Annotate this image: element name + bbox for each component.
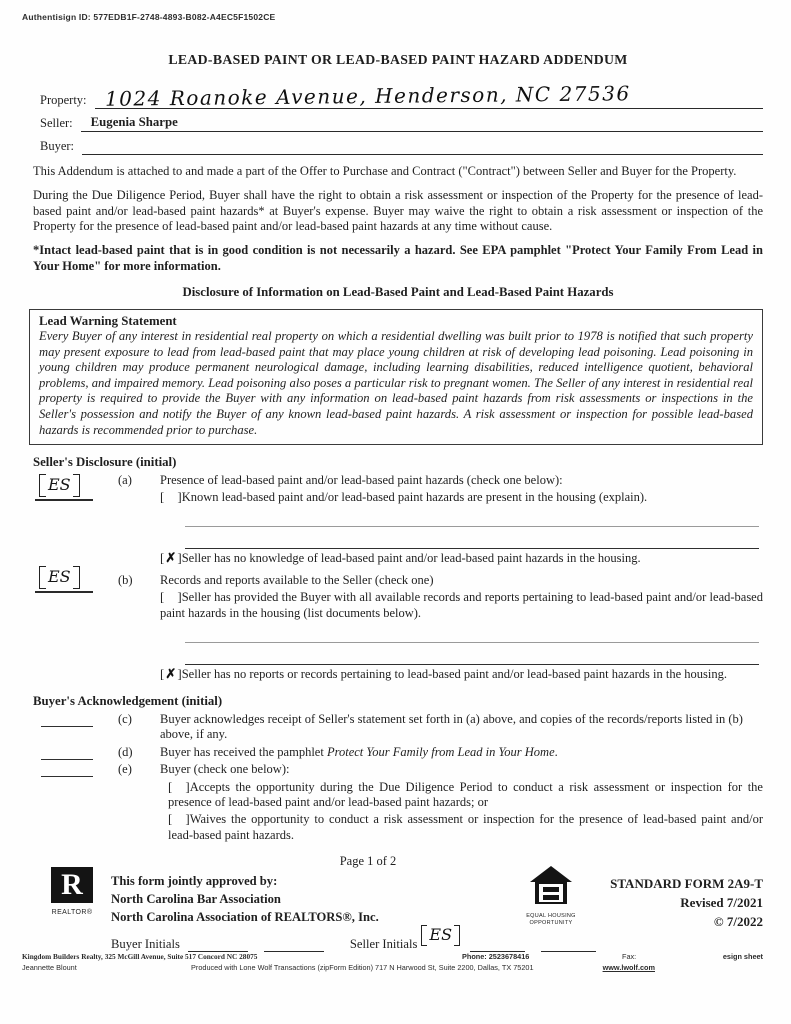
page-title: LEAD-BASED PAINT OR LEAD-BASED PAINT HAZARD ADDENDUM [168, 52, 628, 67]
lead-warning-heading: Lead Warning Statement [39, 313, 177, 328]
buyer-initials-line-c[interactable] [41, 714, 93, 727]
equal-housing-label: EQUAL HOUSING OPPORTUNITY [526, 913, 576, 926]
checkbox-no-knowledge[interactable]: [✗]Seller has no knowledge of lead-based paint and/or lead-based paint hazards in the housing. [160, 550, 641, 566]
buyer-row [40, 138, 763, 155]
paragraph-addendum: This Addendum is attached to and made a part of the Offer to Purchase and Contract ("Contract") between Seller and Buyer for the Property. [33, 163, 737, 178]
buyer-initials-line-d[interactable] [41, 747, 93, 760]
initials-box-b [39, 566, 80, 589]
approved-line-3: North Carolina Association of REALTORS®, Inc. [111, 910, 379, 924]
initials-underline-a [35, 499, 93, 501]
checkbox-no-knowledge-text: Seller has no knowledge of lead-based paint and/or lead-based paint hazards in the housing. [181, 551, 641, 566]
fine-print [22, 951, 783, 973]
item-b-text: Records and reports available to the Seller (check one) [160, 572, 434, 587]
explain-blank-line-2[interactable] [185, 533, 759, 549]
checkbox-waives-text: Waives the opportunity to conduct a risk assessment or inspection for the presence of lead-based paint and/or lead-based paint hazards. [168, 812, 763, 842]
seller-initials-field-a[interactable] [35, 473, 118, 501]
item-e-text: Buyer (check one below): [160, 762, 290, 777]
checkbox-provided-text: Seller has provided the Buyer with all available records and reports pertaining to lead-based paint and/or lead-based paint hazards in the housing (list documents below). [160, 590, 763, 620]
checkbox-accepts-text: Accepts the opportunity during the Due Diligence Period to conduct a risk assessment or inspection for the presence of lead-based paint and/or lead-based paint hazards; or [168, 779, 763, 809]
seller-value: Eugenia Sharpe [90, 114, 178, 129]
page-number: Page 1 of 2 [339, 854, 397, 868]
buyer-ack-item-d [35, 745, 763, 760]
approved-line-1: This form jointly approved by: [111, 874, 278, 888]
property-handwritten-value: 1024 Roanoke Avenue, Henderson, NC 27536 [104, 81, 631, 112]
initials-value-a: ES [48, 474, 71, 494]
seller-initials-value: ES [429, 925, 453, 944]
item-b-label: (b) [118, 572, 133, 587]
checkbox-known-hazards[interactable]: [ ]Known lead-based paint and/or lead-based paint hazards are present in the housing (explain). [160, 489, 648, 505]
item-d-label: (d) [118, 744, 133, 759]
lwolf-link[interactable]: www.lwolf.com [602, 963, 655, 972]
seller-label: Seller: [40, 116, 73, 131]
approved-line-2: North Carolina Bar Association [111, 892, 281, 906]
lead-warning-box [29, 309, 763, 446]
standard-form-revised: Revised 7/2021 [680, 895, 763, 910]
fax-info: Fax: [622, 952, 637, 961]
initials-box-a [39, 474, 80, 497]
buyer-label: Buyer: [40, 139, 75, 154]
initials-row [111, 925, 604, 952]
seller-disclosure-item-b [35, 566, 763, 683]
esign-label: esign sheet [722, 952, 763, 961]
checkbox-no-reports[interactable]: [✗]Seller has no reports or records pertaining to lead-based paint and/or lead-based paint hazards in the housing. [160, 666, 727, 682]
checkbox-waives[interactable]: [ ]Waives the opportunity to conduct a risk assessment or inspection for the presence of lead-based paint and/or lead-based paint hazards. [168, 811, 763, 842]
checkbox-no-reports-mark: ✗ [165, 666, 177, 682]
standard-form-copyright: © 7/2022 [713, 914, 763, 929]
checkbox-provided-records[interactable]: [ ]Seller has provided the Buyer with all available records and reports pertaining to lead-based paint and/or lead-based paint hazards in the housing (list documents below). [160, 589, 763, 620]
page-footer [33, 854, 763, 964]
buyer-ack-item-e [35, 762, 763, 843]
item-c-label: (c) [118, 711, 132, 726]
sellers-disclosure-heading: Seller's Disclosure (initial) [33, 455, 177, 470]
checkbox-no-reports-text: Seller has no reports or records pertaining to lead-based paint and/or lead-based paint hazards in the housing. [181, 667, 727, 682]
buyer-initials-label: Buyer Initials [111, 937, 180, 951]
buyer-ack-item-c [35, 712, 763, 743]
seller-disclosure-item-a [35, 473, 763, 567]
buyer-initials-line-e[interactable] [41, 764, 93, 777]
checkbox-known-text: Known lead-based paint and/or lead-based paint hazards are present in the housing (explain). [181, 490, 648, 505]
property-label: Property: [40, 93, 87, 108]
realtor-logo-icon: R [51, 867, 93, 903]
buyer-input[interactable] [82, 138, 763, 155]
initials-underline-b [35, 591, 93, 593]
buyers-acknowledgement-heading: Buyer's Acknowledgement (initial) [33, 694, 223, 709]
seller-initials-label: Seller Initials [349, 937, 418, 951]
documents-blank-line-2[interactable] [185, 649, 759, 665]
standard-form-name: STANDARD FORM 2A9-T [610, 876, 763, 891]
checkbox-accepts[interactable]: [ ]Accepts the opportunity during the Due Diligence Period to conduct a risk assessment or inspection for the presence of lead-based paint and/or lead-based paint hazards; or [168, 778, 763, 809]
item-a-label: (a) [118, 472, 132, 487]
produced-with-text: Produced with Lone Wolf Transactions (zipForm Edition) 717 N Harwood St, Suite 2200, Dallas, TX 75201 [191, 963, 534, 972]
standard-form-block [610, 874, 763, 931]
realtor-logo-label: REALTOR® [51, 909, 93, 916]
realtor-logo [47, 867, 97, 920]
seller-input[interactable] [81, 115, 763, 132]
paragraph-due-diligence: During the Due Diligence Period, Buyer shall have the right to obtain a risk assessment or inspection of the Property for the presence of lead-based paint and/or lead-based paint hazards* at Buyer's expense. Buyer may waive the right to obtain a risk assessment or inspection of the Property for the presence of lead-based paint and/or lead-based paint hazards at any time without cause. [33, 188, 763, 234]
brokerage-info: Kingdom Builders Realty, 325 McGill Avenue, Suite 517 Concord NC 28075 [22, 952, 258, 961]
seller-row [40, 115, 763, 132]
paragraph-intact-note: *Intact lead-based paint that is in good condition is not necessarily a hazard. See EPA pamphlet "Protect Your Family From Lead in Your Home" for more information. [33, 243, 763, 273]
item-d-text: Buyer has received the pamphlet Protect Your Family from Lead in Your Home. [160, 744, 558, 759]
item-e-label: (e) [118, 762, 132, 777]
property-row [40, 81, 763, 112]
lead-warning-body: Every Buyer of any interest in residential real property on which a residential dwelling was built prior to 1978 is notified that such property may present exposure to lead from lead-based paint that may place young children at risk of developing lead poisoning. Lead poisoning in young children may produce permanent neurological damage, including learning disabilities, reduced intelligence quotient, behavioral problems, and impaired memory. Lead poisoning also poses a particular risk to pregnant women. The Seller of any interest in residential real property is required to provide the Buyer with any information on lead-based paint hazards from risk assessments or inspections in the Seller's possession and notify the Buyer of any known lead-based paint hazards. A risk assessment or inspection for possible lead-based hazards is recommended prior to purchase. [39, 329, 753, 437]
approved-by-block [111, 872, 379, 926]
seller-initials-field-b[interactable] [35, 565, 118, 593]
documents-blank-line-1[interactable] [185, 627, 759, 643]
item-c-text: Buyer acknowledges receipt of Seller's statement set forth in (a) above, and copies of the records/reports listed in (b) above, if any. [160, 711, 743, 742]
initials-value-b: ES [48, 566, 71, 586]
phone-info: Phone: 2523678416 [462, 952, 530, 961]
checkbox-no-knowledge-mark: ✗ [165, 550, 177, 566]
equal-housing-icon [528, 866, 574, 908]
authentisign-id: Authentisign ID: 577EDB1F-2748-4893-B082-A4EC5F1502CE [22, 12, 276, 22]
equal-housing-logo [520, 866, 582, 926]
property-input[interactable] [95, 81, 763, 112]
item-a-text: Presence of lead-based paint and/or lead-based paint hazards (check one below): [160, 472, 563, 487]
disclosure-heading: Disclosure of Information on Lead-Based Paint and Lead-Based Paint Hazards [182, 285, 614, 300]
explain-blank-line-1[interactable] [185, 511, 759, 527]
seller-initials-box[interactable] [421, 925, 460, 946]
pamphlet-title: Protect Your Family from Lead in Your Home [326, 744, 555, 759]
agent-name: Jeannette Blount [22, 963, 77, 972]
